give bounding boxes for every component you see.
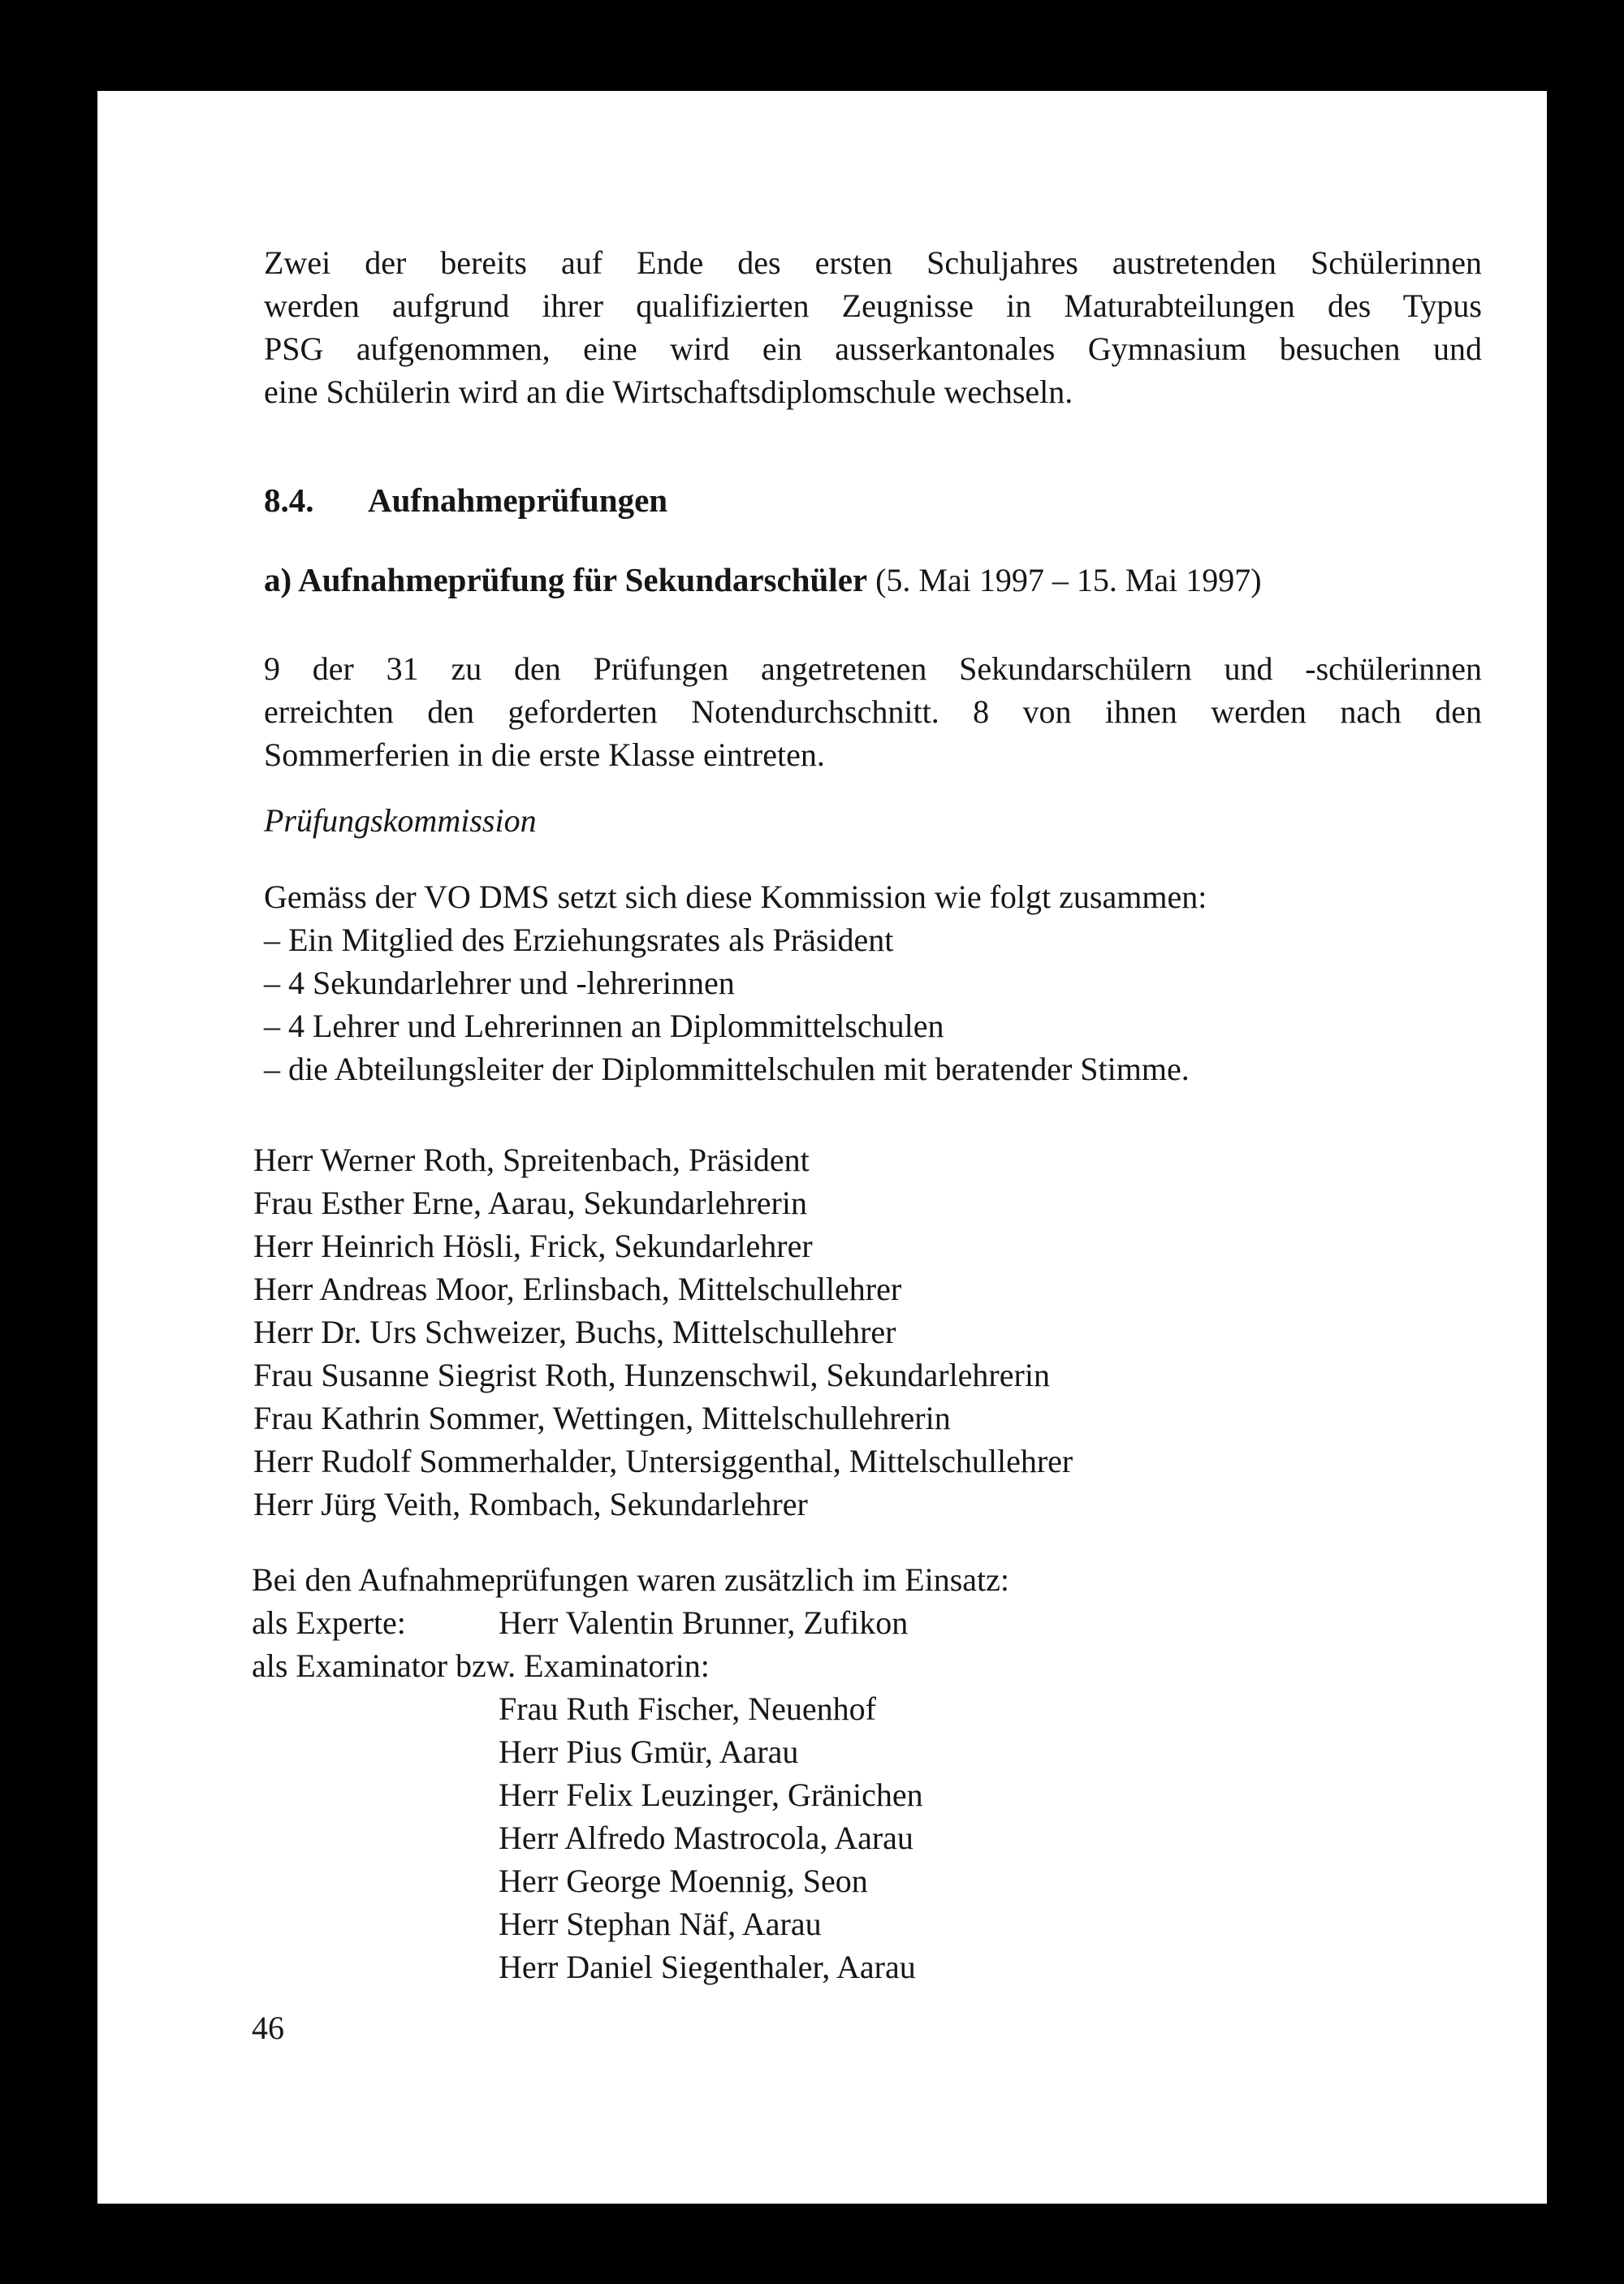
results-line: 9 der 31 zu den Prüfungen angetretenen Sekundarschülern und -schülerinnen xyxy=(264,650,1482,687)
examiner-line: Herr Pius Gmür, Aarau xyxy=(499,1734,799,1770)
examiner-line: Herr Felix Leuzinger, Gränichen xyxy=(499,1777,923,1813)
expert-label: als Experte: xyxy=(252,1604,406,1641)
composition-line: – Ein Mitglied des Erziehungsrates als Präsident xyxy=(264,922,894,958)
examiner-line: Herr George Moennig, Seon xyxy=(499,1863,868,1899)
composition-line: – 4 Sekundarlehrer und -lehrerinnen xyxy=(264,965,735,1001)
section-heading xyxy=(264,479,667,522)
examiner-line: Herr Alfredo Mastrocola, Aarau xyxy=(499,1820,914,1856)
additional-personnel xyxy=(252,1558,1009,1988)
intro-line: Zwei der bereits auf Ende des ersten Schuljahres austretenden Schülerinnen xyxy=(264,244,1482,281)
member-line: Herr Rudolf Sommerhalder, Untersiggenthal, Mittelschullehrer xyxy=(253,1443,1073,1479)
member-line: Herr Werner Roth, Spreitenbach, Präsident xyxy=(253,1142,810,1178)
composition-line: Gemäss der VO DMS setzt sich diese Kommission wie folgt zusammen: xyxy=(264,879,1207,915)
intro-line: eine Schülerin wird an die Wirtschaftsdiplomschule wechseln. xyxy=(264,373,1073,410)
member-line: Frau Susanne Siegrist Roth, Hunzenschwil, Sekundarlehrerin xyxy=(253,1357,1050,1393)
commission-composition xyxy=(264,875,1207,1090)
additional-intro: Bei den Aufnahmeprüfungen waren zusätzlich im Einsatz: xyxy=(252,1561,1010,1598)
results-line: erreichten den geforderten Notendurchschnitt. 8 von ihnen werden nach den xyxy=(264,693,1482,730)
intro-line: PSG aufgenommen, eine wird ein ausserkantonales Gymnasium besuchen und xyxy=(264,330,1482,367)
examiner-line: Herr Daniel Siegenthaler, Aarau xyxy=(499,1949,916,1985)
examiner-line: Herr Stephan Näf, Aarau xyxy=(499,1906,822,1942)
composition-line: – 4 Lehrer und Lehrerinnen an Diplommittelschulen xyxy=(264,1008,944,1044)
commission-members xyxy=(253,1138,1073,1526)
composition-line: – die Abteilungsleiter der Diplommittelschulen mit beratender Stimme. xyxy=(264,1051,1190,1087)
member-line: Herr Jürg Veith, Rombach, Sekundarlehrer xyxy=(253,1486,808,1522)
examiner-line: Frau Ruth Fischer, Neuenhof xyxy=(499,1690,876,1727)
subsection-title: a) Aufnahmeprüfung für Sekundarschüler xyxy=(264,561,868,598)
member-line: Frau Esther Erne, Aarau, Sekundarlehrerin xyxy=(253,1185,807,1221)
commission-heading xyxy=(264,799,537,842)
results-line: Sommerferien in die erste Klasse eintreten. xyxy=(264,736,825,773)
member-line: Frau Kathrin Sommer, Wettingen, Mittelschullehrerin xyxy=(253,1400,951,1436)
section-number: 8.4. xyxy=(264,481,314,519)
intro-line: werden aufgrund ihrer qualifizierten Zeugnisse in Maturabteilungen des Typus xyxy=(264,287,1482,324)
member-line: Herr Andreas Moor, Erlinsbach, Mittelschullehrer xyxy=(253,1271,902,1307)
subsection-heading xyxy=(264,559,1262,602)
subsection-dates: (5. Mai 1997 – 15. Mai 1997) xyxy=(867,562,1262,598)
expert-name: Herr Valentin Brunner, Zufikon xyxy=(499,1604,909,1641)
intro-paragraph xyxy=(264,241,1482,413)
section-title: Aufnahmeprüfungen xyxy=(368,481,668,519)
member-line: Herr Dr. Urs Schweizer, Buchs, Mittelschullehrer xyxy=(253,1314,896,1350)
document-page xyxy=(97,91,1547,2204)
member-line: Herr Heinrich Hösli, Frick, Sekundarlehrer xyxy=(253,1228,813,1264)
page-number: 46 xyxy=(252,2010,284,2046)
results-paragraph xyxy=(264,647,1482,776)
expert-row xyxy=(252,1601,1009,1644)
examiner-label: als Examinator bzw. Examinatorin: xyxy=(252,1647,710,1684)
commission-heading-text: Prüfungskommission xyxy=(264,802,537,839)
